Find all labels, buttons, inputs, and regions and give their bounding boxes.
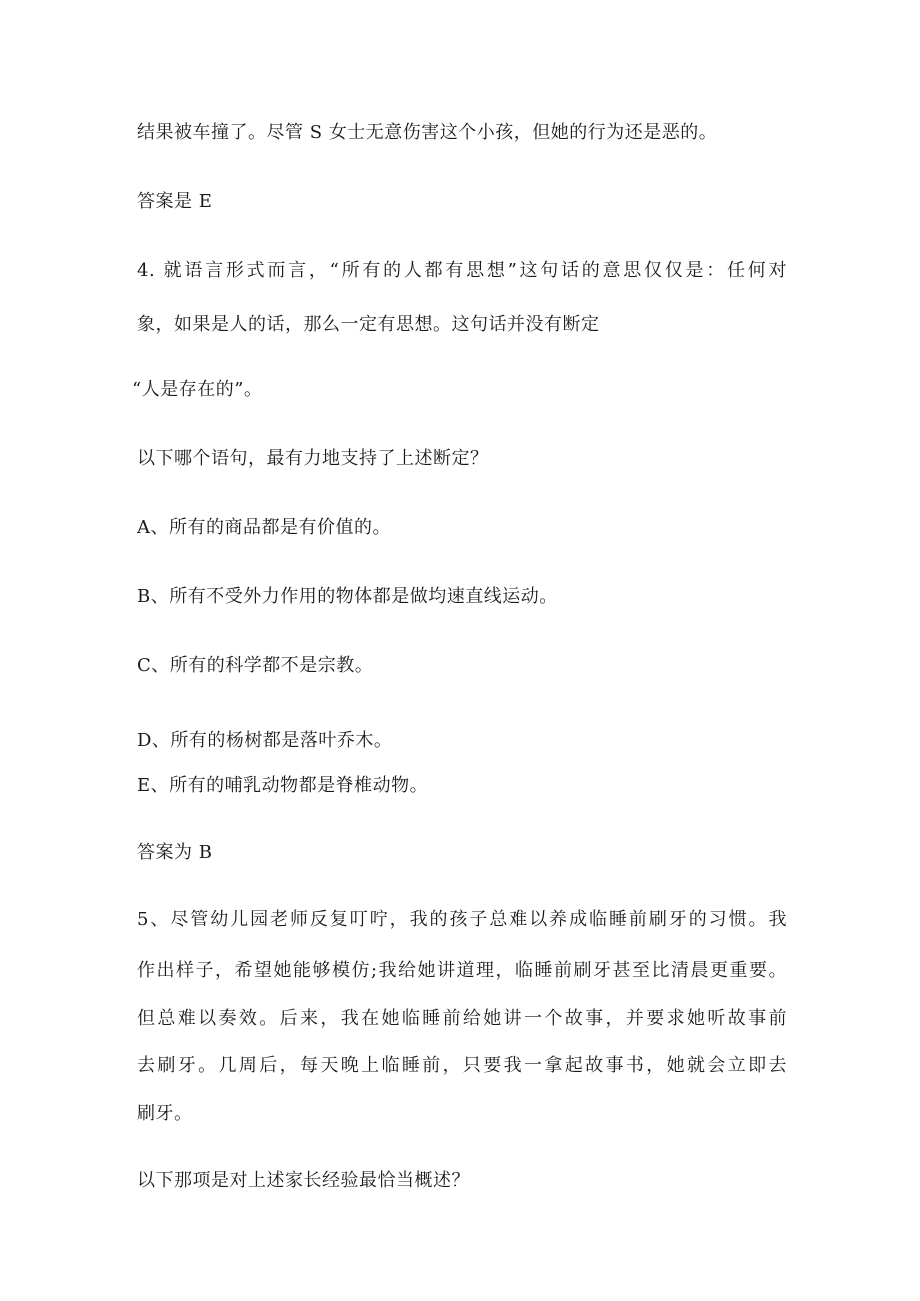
option-b: B、所有不受外力作用的物体都是做均速直线运动。 [137, 586, 558, 607]
question-5-line-1: 5、尽管幼儿园老师反复叮咛，我的孩子总难以养成临睡前刷牙的习惯。我 [137, 909, 787, 930]
answer-q4: 答案为 B [137, 842, 213, 863]
question-5-prompt: 以下那项是对上述家长经验最恰当概述？ [137, 1170, 470, 1191]
question-5-line-4: 去刷牙。几周后，每天晚上临睡前，只要我一拿起故事书，她就会立即去 [137, 1055, 787, 1076]
option-c: C、所有的科学都不是宗教。 [137, 655, 374, 676]
question-4-line-2: 象，如果是人的话，那么一定有思想。这句话并没有断定 [137, 314, 600, 335]
answer-q3: 答案是 E [137, 191, 213, 212]
question-4-line-1: 4. 就语言形式而言，“所有的人都有思想”这句话的意思仅仅是：任何对 [137, 260, 787, 281]
text-line-prev-conclusion: 结果被车撞了。尽管 S 女士无意伤害这个小孩，但她的行为还是恶的。 [137, 122, 718, 143]
question-5-line-5: 刷牙。 [137, 1103, 193, 1124]
question-4-prompt: 以下哪个语句，最有力地支持了上述断定？ [137, 448, 489, 469]
option-a: A、所有的商品都是有价值的。 [137, 517, 391, 538]
question-4-line-3: “人是存在的”。 [132, 379, 263, 400]
question-5-line-3: 但总难以奏效。后来，我在她临睡前给她讲一个故事，并要求她听故事前 [137, 1008, 787, 1029]
option-d: D、所有的杨树都是落叶乔木。 [137, 730, 393, 751]
question-5-line-2: 作出样子，希望她能够模仿;我给她讲道理，临睡前刷牙甚至比清晨更重要。 [137, 960, 787, 981]
option-e: E、所有的哺乳动物都是脊椎动物。 [137, 775, 429, 796]
